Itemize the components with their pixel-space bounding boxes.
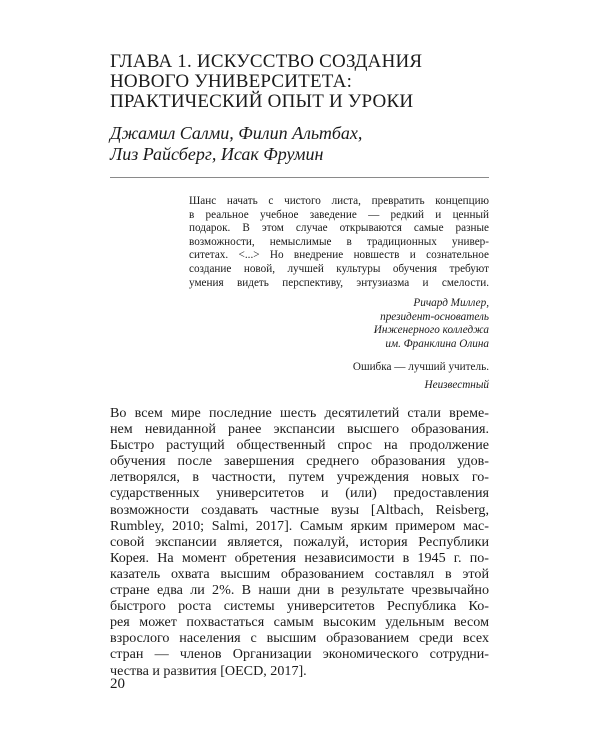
authors-line: Лиз Райсберг, Исак Фрумин: [110, 144, 324, 164]
body-line: взрослого населения с высшим образованием среди всех: [110, 630, 489, 647]
body-line: казатель охвата высшим образованием составлял в этой: [110, 565, 489, 582]
body-line: совой экспансии является, пожалуй, история Республики: [110, 533, 489, 550]
chapter-title-line: НОВОГО УНИВЕРСИТЕТА:: [110, 71, 353, 92]
body-line: быстрого роста системы университетов Республика Ко-: [110, 598, 489, 615]
body-line: рея может похвастаться самым высоким удельным весом: [110, 614, 489, 631]
page-number: 20: [110, 676, 125, 692]
body-line: сударственных университетов и (или) предоставления: [110, 485, 489, 502]
attribution-line: им. Франклина Олина: [385, 337, 489, 350]
body-line: Rumbley, 2010; Salmi, 2017]. Самым ярким примером мас-: [110, 517, 489, 534]
body-line: Корея. На момент обретения независимости в 1945 г. по-: [110, 549, 489, 566]
body-paragraph: [110, 405, 489, 679]
epigraph-line: умения видеть перспективу, энтузиазма и смелости.: [189, 276, 489, 289]
epigraph-line: Шанс начать с чистого листа, превратить концепцию: [189, 195, 489, 207]
body-line: Быстро растущий общественный спрос на продолжение: [110, 437, 489, 454]
chapter-title-line: ПРАКТИЧЕСКИЙ ОПЫТ И УРОКИ: [110, 91, 414, 112]
epigraph-line: подарок. В этом случае открываются самые разные: [189, 222, 489, 235]
body-line: стране едва ли 2%. В наши дни в результате чрезвычайно: [110, 582, 489, 599]
body-line: обучения после завершения среднего образования удов-: [110, 453, 489, 470]
body-line: нем невиданной ранее экспансии высшего образования.: [110, 421, 489, 438]
epigraph-line: ситетах. <...> Но внедрение новшеств и сознательное: [189, 249, 489, 262]
body-line: возможности создавать частные вузы [Altbach, Reisberg,: [110, 501, 489, 518]
attribution-line: Неизвестный: [424, 379, 489, 392]
authors-line: Джамил Салми, Филип Альтбах,: [110, 123, 363, 143]
second-epigraph: [189, 361, 489, 393]
attribution-line: Ричард Миллер,: [413, 297, 489, 310]
body-line: Во всем мире последние шесть десятилетий стали време-: [110, 405, 489, 421]
epigraph-line: возможности, немыслимые в традиционных универ-: [189, 235, 489, 248]
epigraph-quote: [189, 195, 489, 290]
attribution-line: президент-основатель: [380, 310, 489, 323]
section-divider: [110, 177, 489, 178]
chapter-title: [110, 52, 500, 112]
chapter-authors: [110, 123, 500, 165]
epigraph-block: [189, 195, 489, 393]
attribution-line: Инженерного колледжа: [373, 324, 489, 337]
second-epigraph-attribution: [189, 379, 489, 393]
body-line: чества и развития [OECD, 2017].: [110, 662, 307, 679]
epigraph-line: создание новой, лучшей культуры обучения требуют: [189, 262, 489, 275]
body-line: летворялся, в частности, путем учреждения новых го-: [110, 469, 489, 486]
epigraph-line: в реальное учебное заведение — редкий и ценный: [189, 208, 489, 221]
body-line: стран — членов Организации экономического сотрудни-: [110, 646, 489, 663]
second-epigraph-text: Ошибка — лучший учитель.: [352, 360, 489, 373]
chapter-title-line: ГЛАВА 1. ИСКУССТВО СОЗДАНИЯ: [110, 51, 423, 72]
epigraph-attribution: [189, 297, 489, 351]
